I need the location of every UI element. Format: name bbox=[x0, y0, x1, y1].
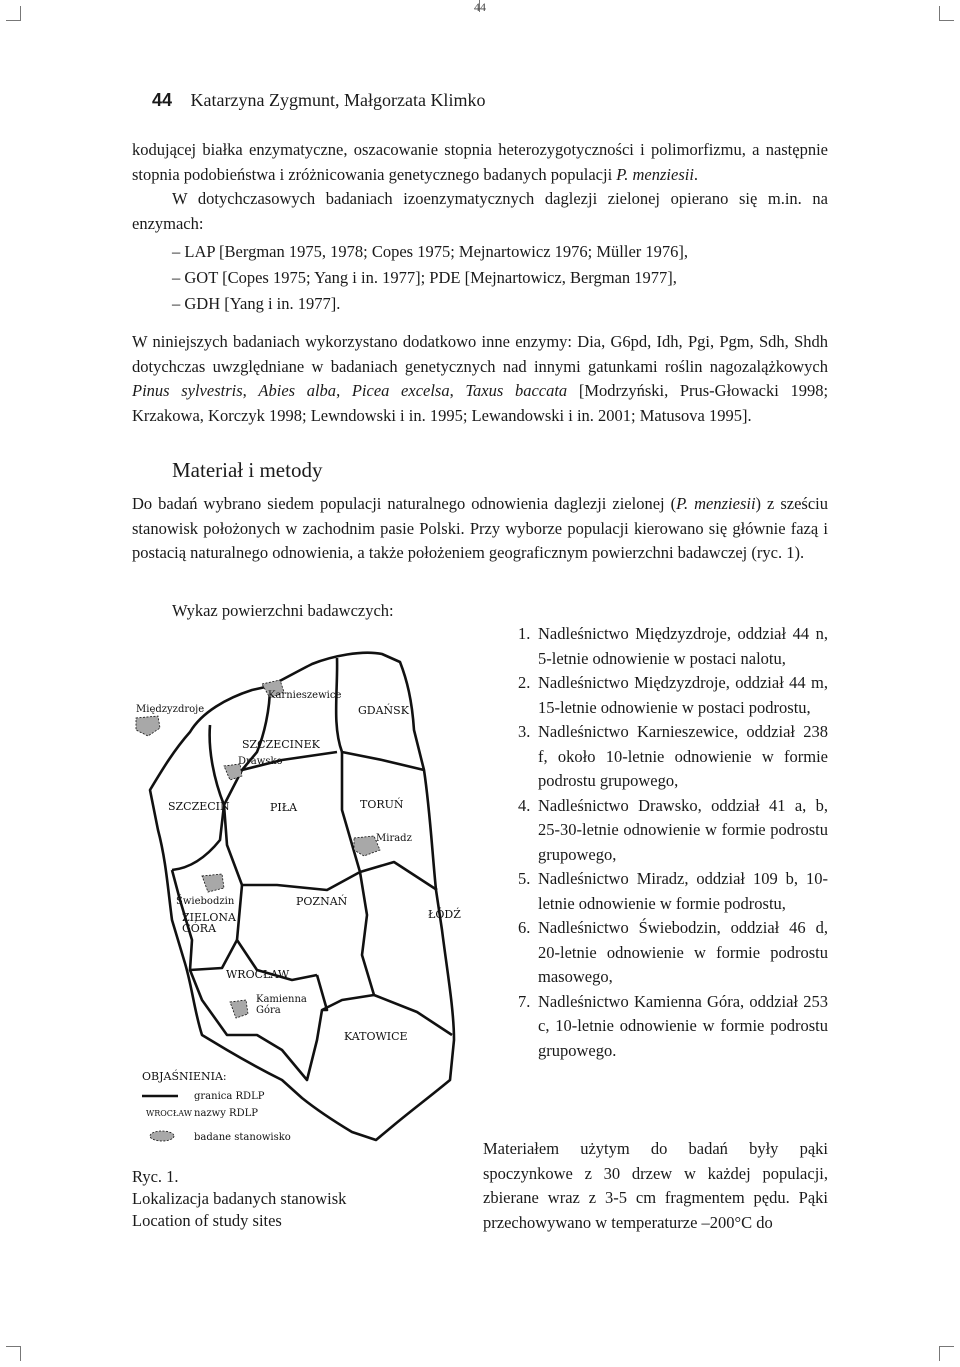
section-heading: Materiał i metody bbox=[172, 458, 323, 482]
legend-sites-label: badane stanowisko bbox=[194, 1132, 291, 1143]
boundary-wroclaw bbox=[190, 970, 374, 1080]
site-label-swiebodzin: Świebodzin bbox=[176, 896, 235, 907]
site-label-gora: Góra bbox=[256, 1005, 281, 1016]
region-label-pila: PIŁA bbox=[270, 801, 298, 814]
boundary-pila-south bbox=[224, 752, 360, 890]
region-label-wroclaw: WROCŁAW bbox=[226, 968, 290, 981]
list-item bbox=[500, 916, 828, 990]
species-name: P. menziesii bbox=[616, 164, 694, 184]
figure-caption bbox=[132, 1166, 346, 1232]
text-run: , bbox=[242, 381, 259, 400]
intro-paragraph-1 bbox=[132, 138, 828, 187]
list-text: Nadleśnictwo Świebodzin, oddział 46 d, 20-letnie odnowienie w formie podrostu masowego, bbox=[538, 918, 828, 986]
list-item: – GDH [Yang i in. 1977]. bbox=[172, 294, 341, 313]
site-label-kamienna: Kamienna bbox=[256, 994, 307, 1005]
region-label-poznan: POZNAŃ bbox=[296, 895, 348, 908]
text-run: [Modrzyński, Prus-Głowacki 1998; Krzakowa, Korczyk 1998; Lewndowski i in. 1995; Lewandowski i in. 2001; Matusova 1995]. bbox=[132, 381, 829, 425]
list-number: 5. bbox=[518, 869, 531, 888]
region-label-szczecinek: SZCZECINEK bbox=[242, 738, 320, 751]
site-label-miedzyzdroje: Międzyzdroje bbox=[136, 704, 205, 715]
boundary-katowice bbox=[317, 975, 327, 1010]
boundary-szczecin bbox=[172, 725, 224, 870]
map-legend bbox=[142, 1069, 291, 1143]
legend-names-label: nazwy RDLP bbox=[194, 1108, 258, 1119]
region-label-zielona: ZIELONA bbox=[182, 911, 236, 924]
legend-title: OBJAŚNIENIA: bbox=[142, 1070, 227, 1083]
site-label-karnieszewice: Karnieszewice bbox=[268, 690, 342, 701]
text-run: , bbox=[449, 381, 466, 400]
intro-paragraph-3 bbox=[132, 330, 828, 428]
legend-site-swatch bbox=[150, 1131, 174, 1141]
site-area-miedzyzdroje bbox=[136, 716, 160, 736]
list-text: Nadleśnictwo Miradz, oddział 109 b, 10-letnie odnowienie w formie podrostu, bbox=[538, 869, 828, 913]
site-list-title: Wykaz powierzchni badawczych: bbox=[172, 601, 394, 620]
list-text: Nadleśnictwo Karnieszewice, oddział 238 f, około 10-letnie odnowienie w formie podrostu grupowego, bbox=[538, 722, 828, 790]
printer-page-number: 44 bbox=[474, 0, 486, 14]
region-label-szczecin: SZCZECIN bbox=[168, 800, 230, 813]
list-number: 4. bbox=[518, 795, 531, 815]
species-name: P. menziesii bbox=[676, 494, 756, 513]
site-area-kamienna bbox=[230, 1000, 248, 1018]
list-number: 7. bbox=[518, 991, 531, 1011]
list-item bbox=[500, 720, 828, 794]
methods-paragraph-1 bbox=[132, 492, 828, 566]
boundary-torun bbox=[360, 862, 437, 890]
legend-name-sample: WROCŁAW bbox=[146, 1109, 192, 1118]
list-item bbox=[500, 867, 828, 916]
text-run: , bbox=[336, 381, 352, 400]
enzyme-list bbox=[172, 239, 688, 317]
site-label-drawsko: Drawsko bbox=[238, 756, 283, 767]
list-item bbox=[500, 671, 828, 720]
study-site-list bbox=[500, 622, 828, 1063]
figure-caption-pl: Lokalizacja badanych stanowisk bbox=[132, 1189, 347, 1208]
list-text: Nadleśnictwo Międzyzdroje, oddział 44 m, 15-letnie odnowienie w postaci podrostu, bbox=[538, 673, 828, 717]
site-area-swiebodzin bbox=[202, 874, 224, 892]
running-head-authors: Katarzyna Zygmunt, Małgorzata Klimko bbox=[190, 90, 486, 110]
list-item bbox=[500, 990, 828, 1064]
site-label-miradz: Miradz bbox=[376, 833, 412, 844]
crop-mark-bottom-left bbox=[6, 1346, 21, 1361]
list-number: 1. bbox=[518, 624, 531, 643]
crop-mark-bottom-right bbox=[939, 1346, 954, 1361]
figure-label: Ryc. 1. bbox=[132, 1167, 179, 1186]
list-text: Nadleśnictwo Międzyzdroje, oddział 44 n, 5-letnie odnowienie w postaci nalotu, bbox=[538, 624, 828, 668]
list-item bbox=[500, 622, 828, 671]
species-name: Pinus sylvestris bbox=[132, 381, 243, 400]
list-text: Nadleśnictwo Kamienna Góra, oddział 253 c, 10-letnie odnowienie w formie podrostu grupowego. bbox=[538, 991, 828, 1060]
text-run: kodującej białka enzymatyczne, oszacowanie stopnia heterozygotyczności i polimorfizmu, a następnie stopnia podobieństwa i zróżnicowania genetycznego badanych populacji bbox=[132, 140, 828, 184]
list-item: – GOT [Copes 1975; Yang i in. 1977]; PDE [Mejnartowicz, Bergman 1977], bbox=[172, 268, 677, 287]
region-label-katowice: KATOWICE bbox=[344, 1030, 408, 1043]
region-label-torun: TORUŃ bbox=[360, 798, 404, 811]
text-run: ) z sześciu stanowisk położonych w zachodnim pasie Polski. Przy wyborze populacji kierowano się głównie fazą i postacią naturalnego odnowienia, a także położeniem geograficznym powierzchni badawczej (ryc. 1). bbox=[132, 494, 828, 562]
page-number: 44 bbox=[152, 90, 173, 110]
list-number: 3. bbox=[518, 722, 531, 741]
list-number: 6. bbox=[518, 918, 531, 937]
legend-boundary-label: granica RDLP bbox=[194, 1091, 265, 1102]
text-run: W niniejszych badaniach wykorzystano dodatkowo inne enzymy: Dia, G6pd, Idh, Pgi, Pgm, Sdh, Shdh dotychczas uwzględniane w badaniach genetycznych nad innymi gatunkami roślin nagozalążkowych bbox=[132, 332, 828, 376]
list-number: 2. bbox=[518, 673, 531, 692]
list-item bbox=[500, 794, 828, 868]
list-item: – LAP [Bergman 1975, 1978; Copes 1975; Mejnartowicz 1976; Müller 1976], bbox=[172, 242, 689, 261]
intro-paragraph-2: W dotychczasowych badaniach izoenzymatycznych daglezji zielonej opierano się m.in. na enzymach: bbox=[132, 189, 828, 233]
text-run: . bbox=[693, 164, 699, 184]
material-paragraph: Materiałem użytym do badań były pąki spoczynkowe z 30 drzew w każdej populacji, zbierane wraz z 3-5 cm fragmentem pędu. Pąki przechowywano w temperaturze –200°C do bbox=[483, 1139, 828, 1232]
list-text: Nadleśnictwo Drawsko, oddział 41 a, b, 25-30-letnie odnowienie w formie podrostu grupowego, bbox=[538, 795, 828, 864]
region-label-gdansk: GDAŃSK bbox=[358, 704, 409, 717]
running-head bbox=[152, 90, 485, 111]
study-sites-map bbox=[132, 640, 472, 1160]
region-label-lodz: ŁÓDŹ bbox=[428, 908, 461, 921]
species-name: Picea excelsa bbox=[351, 381, 450, 400]
species-name: Taxus baccata bbox=[465, 381, 568, 400]
text-run: Do badań wybrano siedem populacji naturalnego odnowienia daglezji zielonej ( bbox=[132, 494, 677, 513]
region-label-gora: GÓRA bbox=[182, 922, 217, 935]
species-name: Abies alba bbox=[258, 381, 337, 400]
figure-caption-en: Location of study sites bbox=[132, 1211, 282, 1230]
